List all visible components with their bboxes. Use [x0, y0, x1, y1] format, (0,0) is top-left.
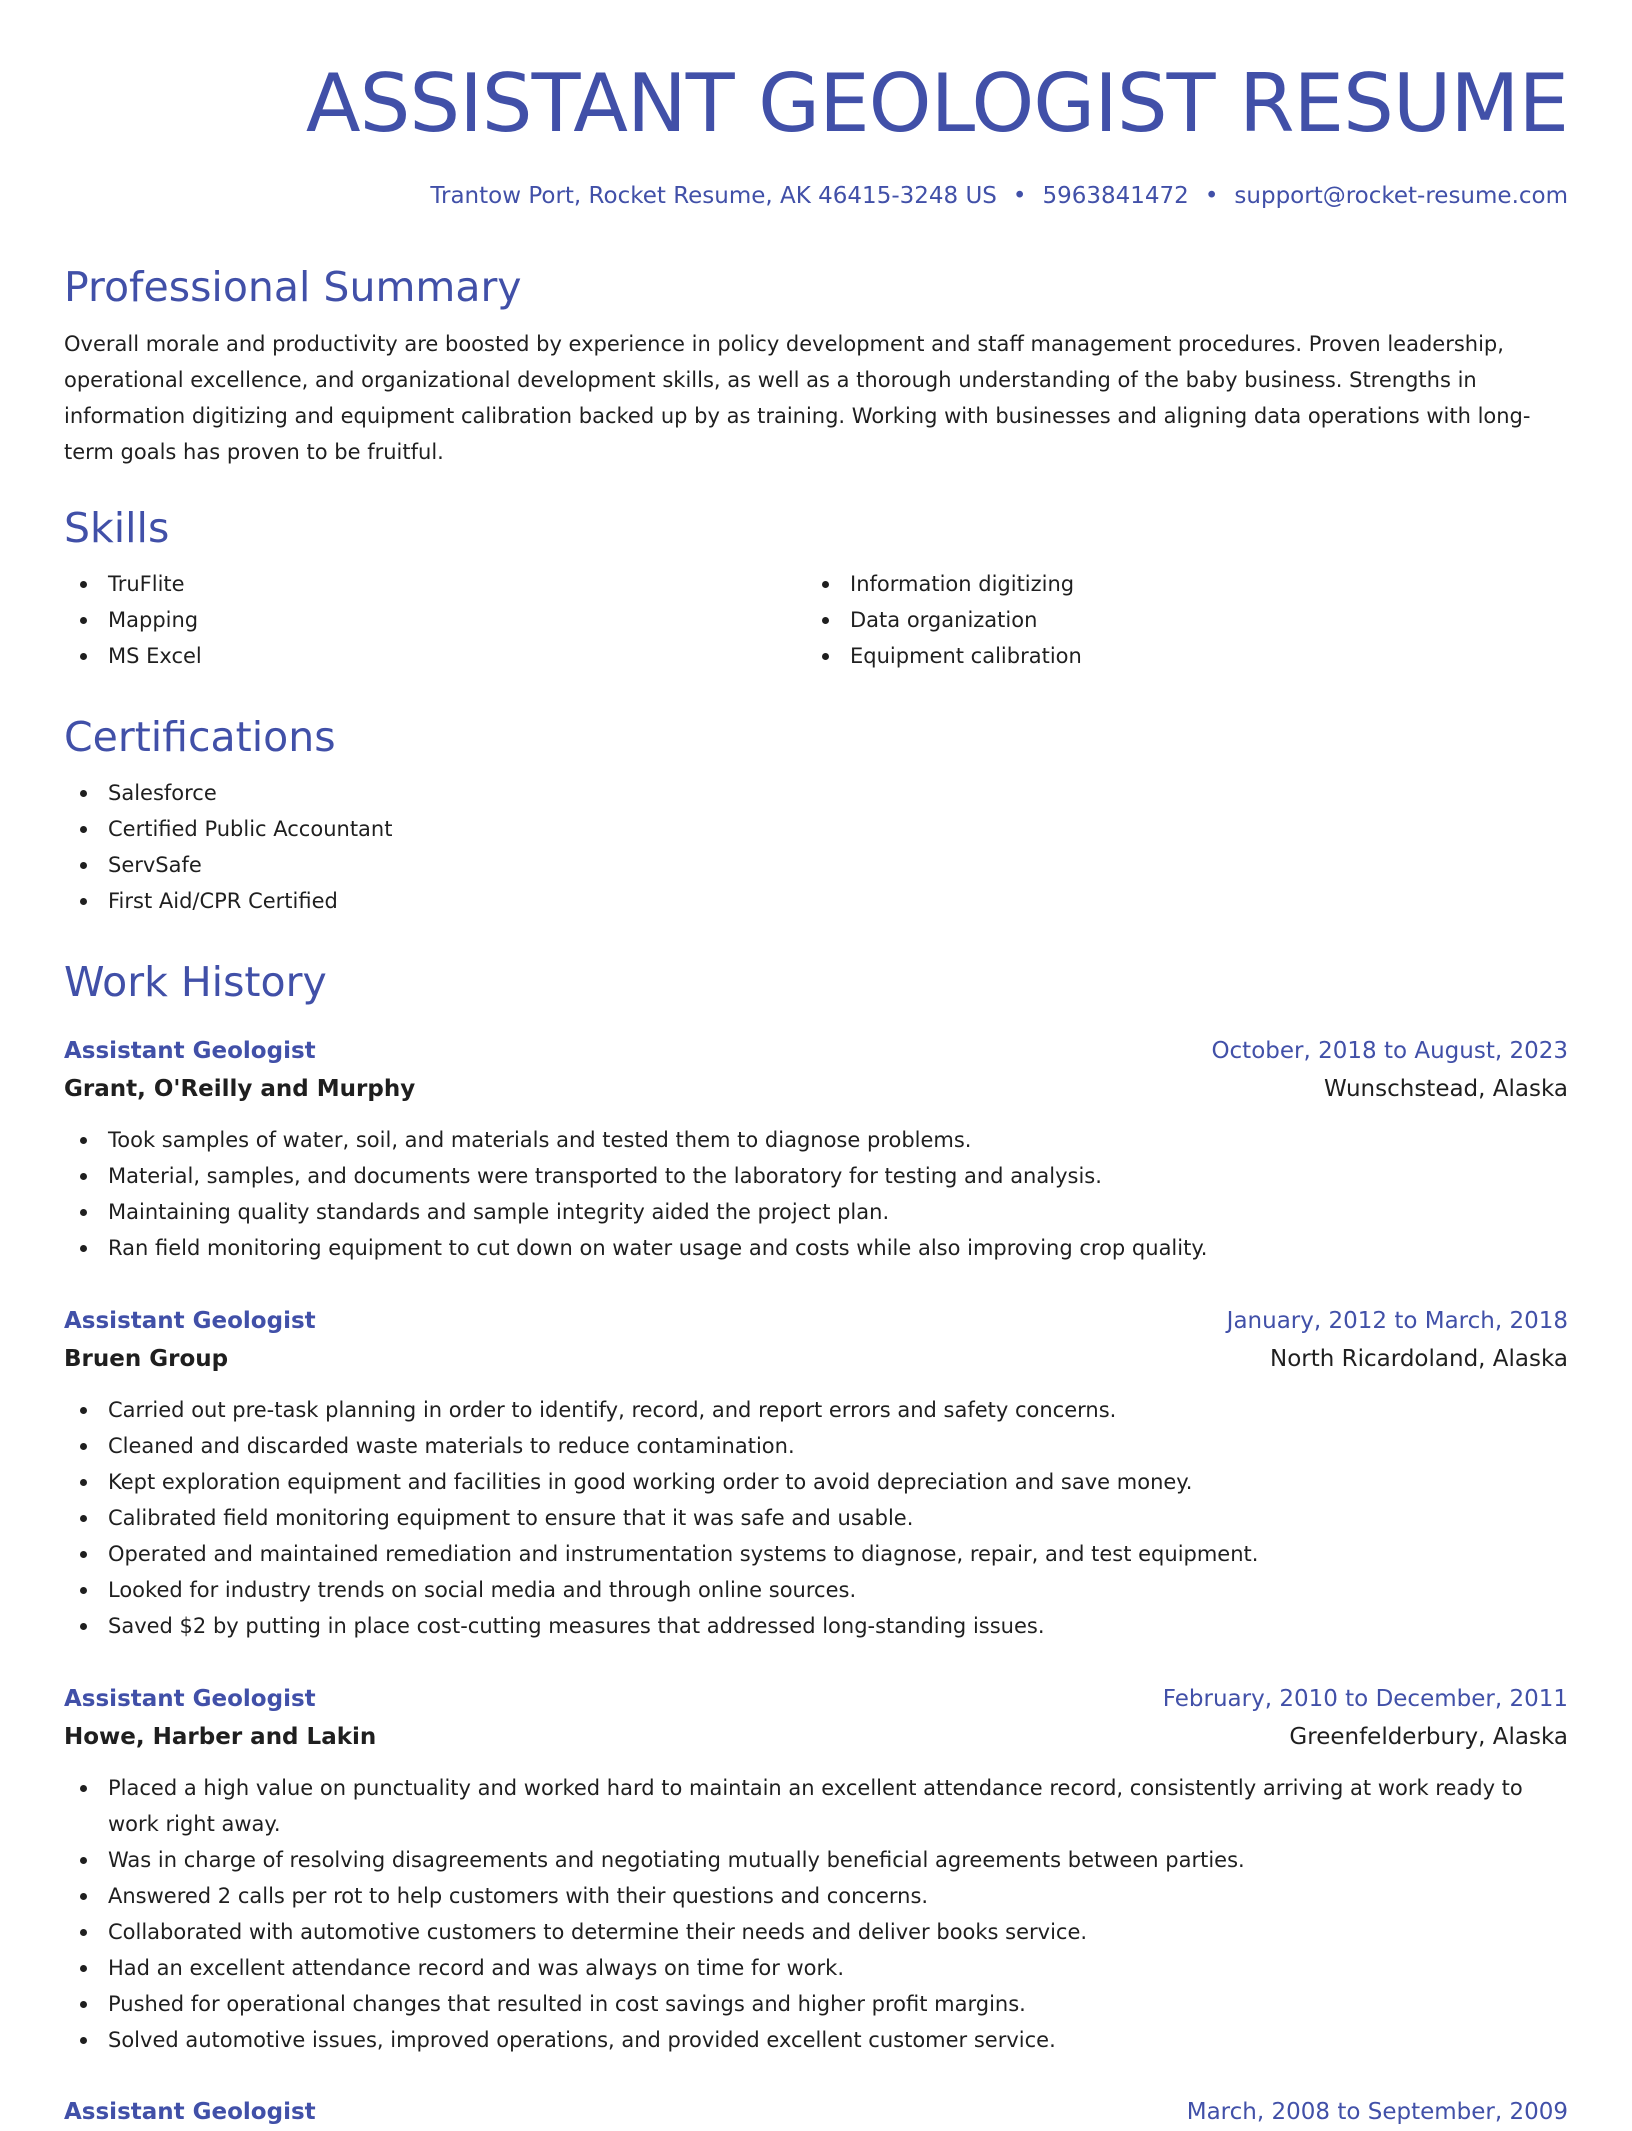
certifications-list — [64, 775, 1568, 919]
responsibility-item: Material, samples, and documents were transported to the laboratory for testing and analysis. — [64, 1158, 1568, 1194]
responsibility-item: Kept exploration equipment and facilities in good working order to avoid depreciation and save money. — [64, 1464, 1568, 1500]
job-entry — [64, 1302, 1568, 1644]
job-location: Greenfelderbury, Alaska — [1289, 1724, 1568, 1750]
job-location: North Ricardoland, Alaska — [1270, 1346, 1568, 1372]
responsibility-item: Carried out pre-task planning in order to identify, record, and report errors and safety concerns. — [64, 1392, 1568, 1428]
job-responsibilities — [64, 1122, 1568, 1266]
job-dates: January, 2012 to March, 2018 — [1226, 1308, 1568, 1334]
responsibility-item: Ran field monitoring equipment to cut down on water usage and costs while also improving crop quality. — [64, 1230, 1568, 1266]
job-entry — [64, 1032, 1568, 1266]
contact-line — [430, 180, 1568, 212]
job-title: Assistant Geologist — [64, 1308, 316, 1334]
skill-item: MS Excel — [64, 638, 806, 674]
responsibility-item: Took samples of water, soil, and materials and tested them to diagnose problems. — [64, 1122, 1568, 1158]
contact-address: Trantow Port, Rocket Resume, AK 46415-3248 US — [430, 183, 997, 209]
responsibility-item: Saved $2 by putting in place cost-cutting measures that addressed long-standing issues. — [64, 1608, 1568, 1644]
contact-email: support@rocket-resume.com — [1234, 183, 1568, 209]
responsibility-item: Collaborated with automotive customers to determine their needs and deliver books service. — [64, 1914, 1568, 1950]
contact-phone: 5963841472 — [1042, 183, 1189, 209]
responsibility-item: Solved automotive issues, improved operations, and provided excellent customer service. — [64, 2022, 1568, 2058]
contact-separator: • — [1012, 183, 1027, 209]
job-company: Bruen Group — [64, 1346, 229, 1372]
responsibility-item: Looked for industry trends on social media and through online sources. — [64, 1572, 1568, 1608]
job-responsibilities — [64, 1770, 1568, 2058]
skill-item: Equipment calibration — [806, 638, 1548, 674]
certification-item: Salesforce — [64, 775, 1568, 811]
summary-heading: Professional Summary — [64, 263, 522, 311]
certifications-heading: Certifications — [64, 713, 336, 761]
certification-item: Certified Public Accountant — [64, 811, 1568, 847]
skills-section — [64, 502, 1568, 674]
responsibility-item: Maintaining quality standards and sample integrity aided the project plan. — [64, 1194, 1568, 1230]
work-history-heading: Work History — [64, 958, 327, 1006]
job-dates: October, 2018 to August, 2023 — [1211, 1038, 1568, 1064]
skill-item: Data organization — [806, 602, 1548, 638]
certifications-section — [64, 711, 1568, 919]
summary-text: Overall morale and productivity are boosted by experience in policy development and staff management procedures. Proven leadership, operational excellence, and organizational development skills, as well as a thorough understanding of the baby business. Strengths in information digitizing and equipment calibration backed up by as training. Working with businesses and aligning data operations with long-term goals has proven to be fruitful. — [64, 332, 1531, 464]
job-title: Assistant Geologist — [64, 2099, 316, 2125]
skill-item: Information digitizing — [806, 566, 1548, 602]
responsibility-item: Pushed for operational changes that resulted in cost savings and higher profit margins. — [64, 1986, 1568, 2022]
skill-item: Mapping — [64, 602, 806, 638]
responsibility-item: Had an excellent attendance record and was always on time for work. — [64, 1950, 1568, 1986]
job-title: Assistant Geologist — [64, 1038, 316, 1064]
job-title: Assistant Geologist — [64, 1686, 316, 1712]
skills-list-left — [64, 566, 806, 674]
job-company: Grant, O'Reilly and Murphy — [64, 1076, 416, 1102]
responsibility-item: Placed a high value on punctuality and worked hard to maintain an excellent attendance record, consistently arriving at work ready to work right away. — [64, 1770, 1568, 1842]
responsibility-item: Operated and maintained remediation and instrumentation systems to diagnose, repair, and test equipment. — [64, 1536, 1568, 1572]
contact-separator: • — [1204, 183, 1219, 209]
job-dates: March, 2008 to September, 2009 — [1186, 2099, 1568, 2125]
certification-item: First Aid/CPR Certified — [64, 883, 1568, 919]
skill-item: TruFlite — [64, 566, 806, 602]
job-entry — [64, 1680, 1568, 2058]
skills-columns — [64, 566, 1568, 674]
resume-title: ASSISTANT GEOLOGIST RESUME — [305, 57, 1568, 150]
skills-heading: Skills — [64, 504, 170, 552]
job-dates: February, 2010 to December, 2011 — [1162, 1686, 1568, 1712]
skills-list-right — [806, 566, 1548, 674]
job-company: Howe, Harber and Lakin — [64, 1724, 377, 1750]
certification-item: ServSafe — [64, 847, 1568, 883]
job-responsibilities — [64, 1392, 1568, 1644]
responsibility-item: Calibrated field monitoring equipment to ensure that it was safe and usable. — [64, 1500, 1568, 1536]
job-location: Wunschstead, Alaska — [1324, 1076, 1568, 1102]
responsibility-item: Was in charge of resolving disagreements and negotiating mutually beneficial agreements between parties. — [64, 1842, 1568, 1878]
work-history-section — [64, 956, 1568, 1008]
summary-section — [64, 261, 1568, 470]
responsibility-item: Cleaned and discarded waste materials to reduce contamination. — [64, 1428, 1568, 1464]
job-entry — [64, 2093, 1568, 2131]
responsibility-item: Answered 2 calls per rot to help customers with their questions and concerns. — [64, 1878, 1568, 1914]
